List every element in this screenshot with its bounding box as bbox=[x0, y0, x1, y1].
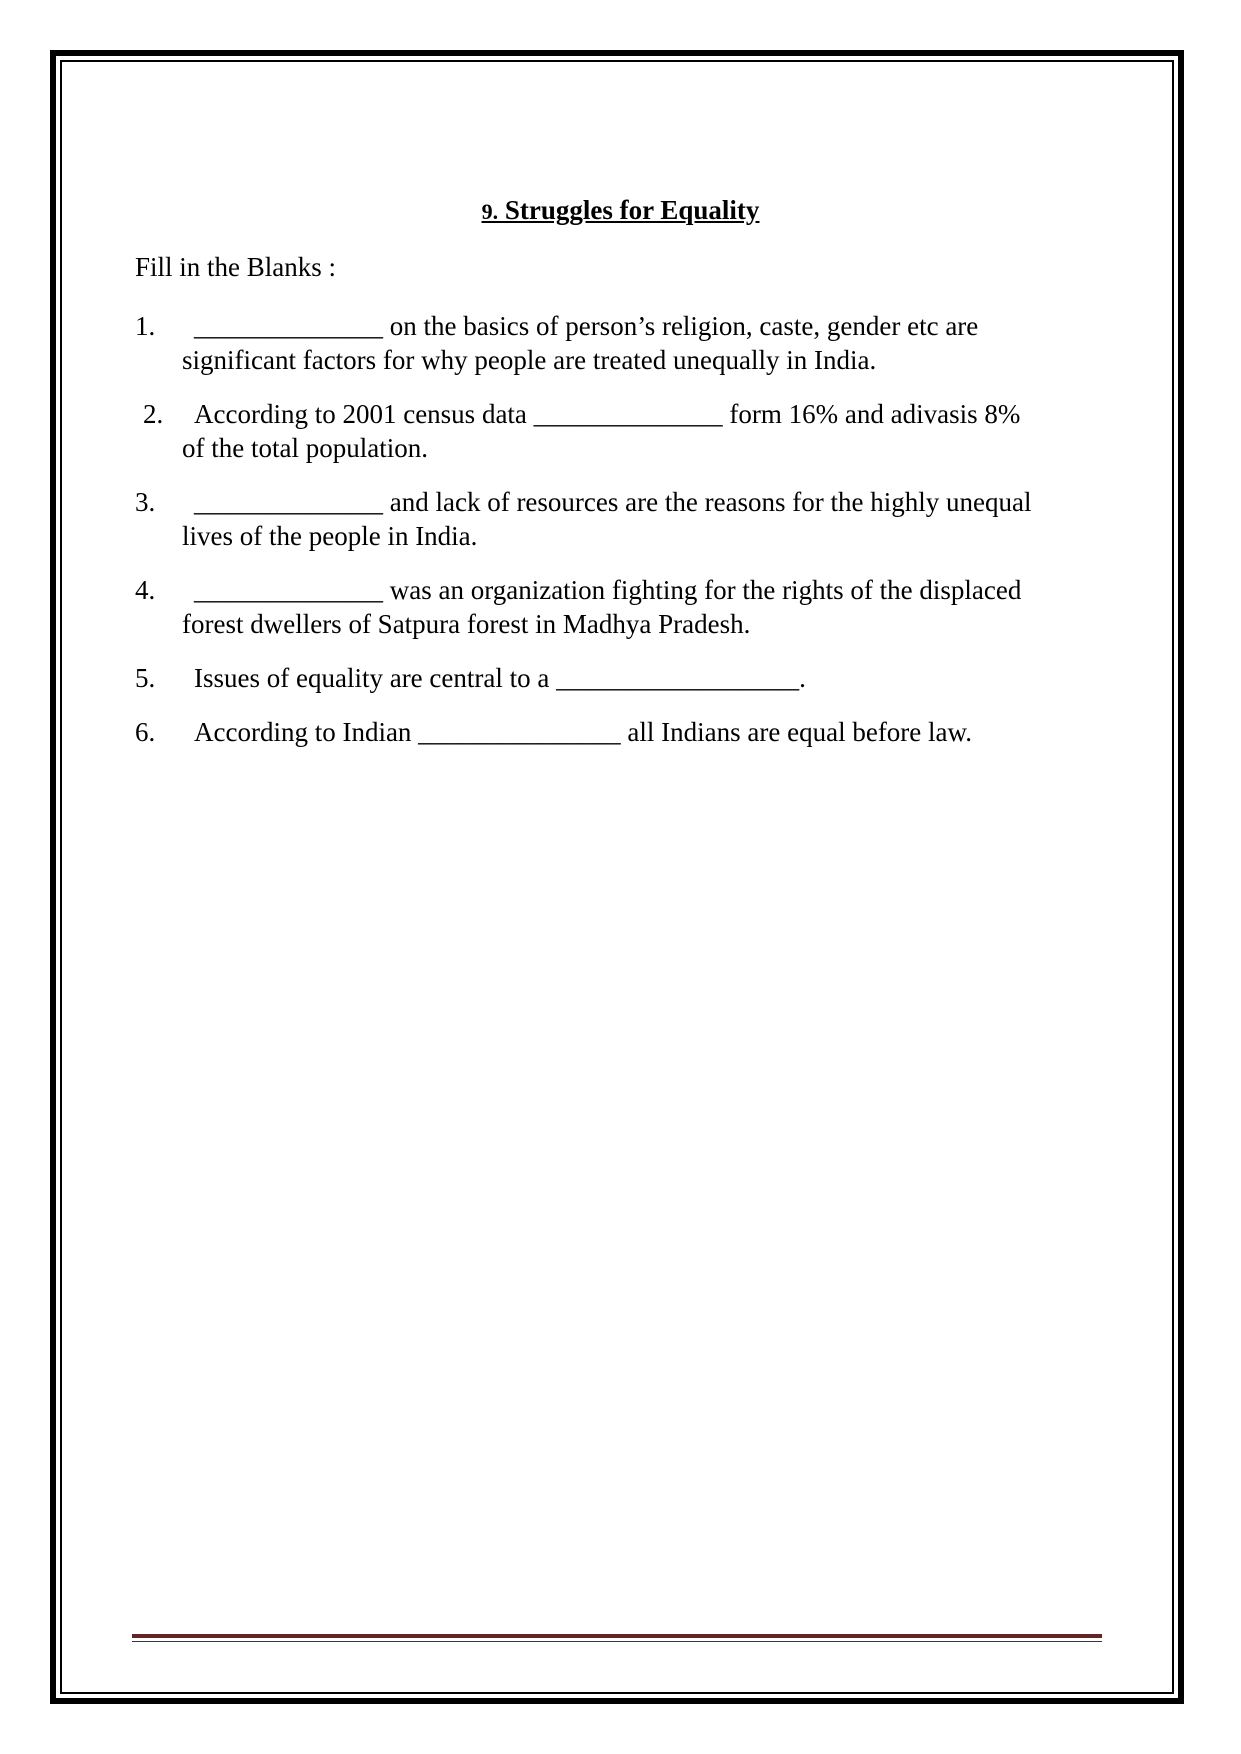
instruction-text: Fill in the Blanks : bbox=[135, 252, 337, 282]
question-3 bbox=[135, 485, 1095, 553]
question-line: ______________ was an organization fighting for the rights of the displaced bbox=[194, 575, 1022, 605]
title-number: 9. bbox=[481, 199, 499, 224]
question-2 bbox=[135, 397, 1095, 465]
question-line: of the total population. bbox=[182, 433, 428, 463]
question-number: 4. bbox=[135, 575, 156, 605]
question-line: significant factors for why people are treated unequally in India. bbox=[182, 345, 877, 375]
question-line: lives of the people in India. bbox=[182, 521, 478, 551]
question-5 bbox=[135, 661, 1095, 695]
question-1 bbox=[135, 309, 1095, 377]
question-number: 1. bbox=[135, 311, 156, 341]
question-line: ______________ on the basics of person’s religion, caste, gender etc are bbox=[194, 311, 979, 341]
question-number: 5. bbox=[135, 663, 156, 693]
question-line: ______________ and lack of resources are the reasons for the highly unequal bbox=[194, 487, 1032, 517]
question-number: 6. bbox=[135, 717, 156, 747]
footer-rule-thin bbox=[132, 1641, 1102, 1642]
question-line: forest dwellers of Satpura forest in Madhya Pradesh. bbox=[182, 609, 751, 639]
question-line: According to 2001 census data ______________ form 16% and adivasis 8% bbox=[194, 399, 1021, 429]
page-border-inner bbox=[60, 60, 1174, 1694]
title-text: Struggles for Equality bbox=[498, 195, 760, 225]
question-line: Issues of equality are central to a __________________. bbox=[194, 663, 806, 693]
question-6 bbox=[135, 715, 1095, 749]
question-line: According to Indian _______________ all Indians are equal before law. bbox=[194, 717, 973, 747]
question-number: 3. bbox=[135, 487, 156, 517]
question-number: 2. bbox=[143, 399, 164, 429]
worksheet-title bbox=[0, 193, 1241, 229]
question-4 bbox=[135, 573, 1095, 641]
footer-rule-thick bbox=[132, 1634, 1102, 1638]
